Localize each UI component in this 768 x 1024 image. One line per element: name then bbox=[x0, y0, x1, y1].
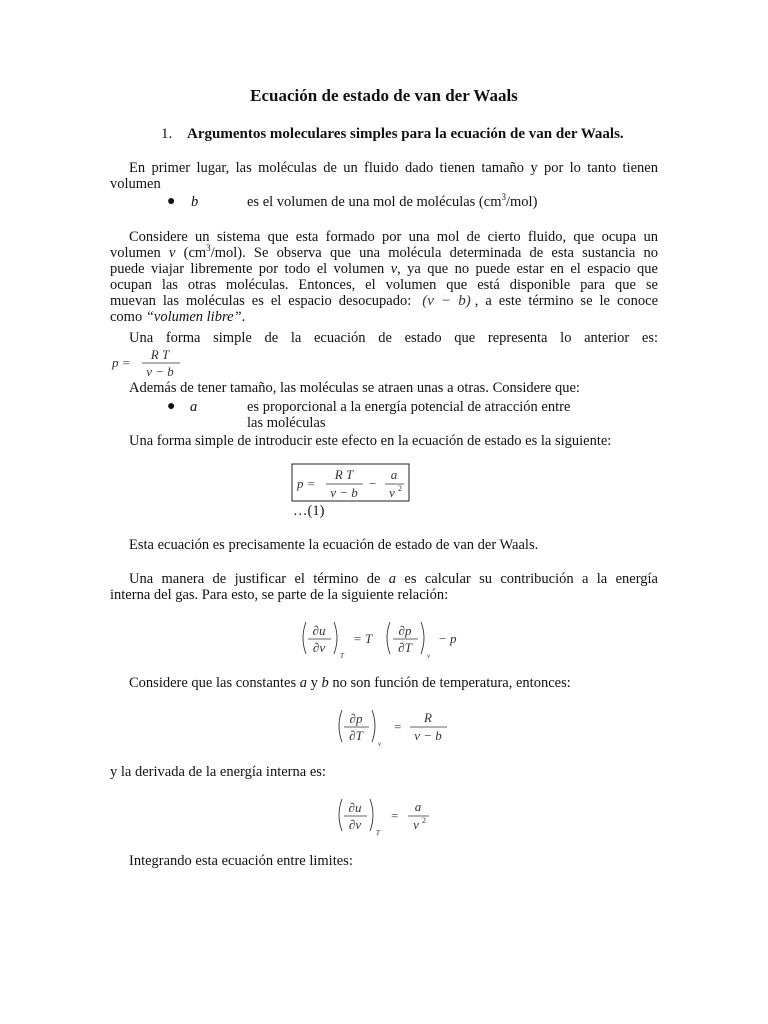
equation-van-der-waals bbox=[291, 463, 411, 503]
paren-close-2 bbox=[421, 622, 424, 654]
bullet-a-text-line-1: es proporcional a la energía potencial de atracción entre bbox=[247, 399, 571, 415]
p8-b: y bbox=[307, 675, 322, 691]
eq1-lhs: p = bbox=[297, 476, 316, 491]
eq4-den-sup: 2 bbox=[422, 816, 426, 825]
paren-open bbox=[339, 710, 342, 742]
paragraph-8 bbox=[129, 675, 571, 691]
p2-l3b: , ya que no puede estar en el espacio que bbox=[397, 261, 658, 277]
p8-c: no son función de temperatura, entonces: bbox=[328, 675, 571, 691]
paragraph-1-line-2: volumen bbox=[110, 176, 161, 192]
paragraph-2-line-2 bbox=[110, 245, 658, 261]
equation-energy-relation bbox=[298, 618, 468, 660]
eq-free-den: v − b bbox=[146, 364, 174, 379]
eq1-num1: R T bbox=[334, 467, 354, 482]
p8-a: Considere que las constantes bbox=[129, 675, 300, 691]
eq3-den: v − b bbox=[414, 728, 442, 743]
bullet-b-text-post: /mol) bbox=[505, 194, 538, 210]
paren-close-1 bbox=[334, 622, 337, 654]
eq2-d2: ∂v bbox=[312, 640, 326, 655]
eq4-d2: ∂v bbox=[348, 817, 362, 832]
eq4-num: a bbox=[414, 799, 422, 814]
paragraph-1 bbox=[110, 160, 658, 192]
bullet-dot: ● bbox=[167, 194, 176, 209]
paren-open-1 bbox=[303, 622, 306, 654]
eq2-eq: = T bbox=[353, 631, 373, 646]
paren-open bbox=[339, 799, 342, 831]
eq2-tail: − p bbox=[438, 631, 457, 646]
p2-l2b: (cm bbox=[175, 245, 207, 261]
paragraph-2-line-6 bbox=[110, 309, 658, 325]
eq2-sub1: T bbox=[340, 652, 344, 660]
eq4-d1: ∂u bbox=[348, 800, 362, 815]
p2-l2v: v bbox=[168, 245, 176, 261]
eq2-sub2: v bbox=[427, 652, 431, 660]
p2-l5b: , a este término se le conoce bbox=[474, 293, 659, 309]
section-text: Argumentos moleculares simples para la ecuación de van der Waals. bbox=[187, 126, 624, 142]
paragraph-10: Integrando esta ecuación entre limites: bbox=[129, 853, 353, 869]
eq-free-num: R T bbox=[150, 347, 170, 362]
equation-label: …(1) bbox=[293, 503, 325, 519]
paragraph-1-line-1: En primer lugar, las moléculas de un fluido dado tienen tamaño y por lo tanto tienen bbox=[129, 160, 658, 176]
eq3-num: R bbox=[424, 710, 432, 725]
symbol-b: b bbox=[191, 194, 199, 210]
bullet-b-text bbox=[247, 194, 537, 210]
eq1-den2: v bbox=[389, 485, 395, 500]
free-volume-math: (v − b) bbox=[422, 293, 471, 309]
eq2-d1: ∂u bbox=[312, 623, 326, 638]
paragraph-2-line-4: ocupan las otras moléculas. Entonces, el volumen que está disponible para que se bbox=[110, 277, 658, 293]
page-title: Ecuación de estado de van der Waals bbox=[250, 86, 518, 105]
section-heading bbox=[161, 126, 624, 142]
p7-l1v: a bbox=[388, 571, 397, 587]
p2-l6i: “volumen libre” bbox=[145, 309, 242, 325]
paragraph-7-line-2: interna del gas. Para esto, se parte de la siguiente relación: bbox=[110, 587, 449, 603]
eq4-den: v bbox=[413, 817, 419, 832]
paragraph-3 bbox=[129, 330, 658, 346]
paragraph-6: Esta ecuación es precisamente la ecuación de estado de van der Waals. bbox=[129, 537, 539, 553]
bullet-dot: ● bbox=[167, 399, 176, 414]
p7-l1a: Una manera de justificar el término de bbox=[129, 571, 389, 587]
bullet-b-text-pre: es el volumen de una mol de moléculas (cm bbox=[247, 194, 502, 210]
p2-l3v: v bbox=[390, 261, 398, 277]
p2-l2a: volumen bbox=[110, 245, 169, 261]
eq3-d1: ∂p bbox=[349, 711, 363, 726]
symbol-a: a bbox=[190, 399, 198, 415]
p2-l6b: . bbox=[241, 309, 246, 325]
paragraph-2-line-1: Considere un sistema que esta formado por una mol de cierto fluido, que ocupa un bbox=[129, 229, 658, 245]
eq1-minus: − bbox=[369, 476, 377, 491]
p8-v2: b bbox=[321, 675, 329, 691]
equation-energy-derivative bbox=[334, 795, 434, 837]
paragraph-2-line-3 bbox=[110, 261, 658, 277]
eq4-eq: = bbox=[391, 808, 399, 823]
bullet-b-sup: 3 bbox=[501, 192, 506, 203]
p2-l2sup: 3 bbox=[206, 243, 211, 254]
p2-l3a: puede viajar libremente por todo el volumen bbox=[110, 261, 391, 277]
p8-v1: a bbox=[299, 675, 307, 691]
paren-close bbox=[372, 710, 375, 742]
paren-close bbox=[370, 799, 373, 831]
paragraph-2 bbox=[110, 229, 658, 325]
paragraph-7 bbox=[110, 571, 658, 603]
p2-l5a: muevan las moléculas es el espacio desocupado: bbox=[110, 293, 412, 309]
eq3-eq: = bbox=[394, 719, 402, 734]
eq1-num2: a bbox=[390, 467, 398, 482]
equation-ideal-volume bbox=[110, 346, 190, 380]
paragraph-9: y la derivada de la energía interna es: bbox=[110, 764, 326, 780]
eq2-d4: ∂T bbox=[398, 640, 412, 655]
paragraph-7-line-1 bbox=[110, 571, 658, 587]
eq4-sub: T bbox=[376, 829, 380, 837]
eq3-sub: v bbox=[378, 740, 382, 748]
equation-pressure-derivative bbox=[334, 706, 454, 748]
bullet-a-text-line-2: las moléculas bbox=[247, 415, 326, 431]
eq3-d2: ∂T bbox=[349, 728, 363, 743]
eq1-den2-sup: 2 bbox=[398, 484, 402, 493]
paragraph-2-line-5 bbox=[110, 293, 658, 309]
paragraph-5: Una forma simple de introducir este efecto en la ecuación de estado es la siguiente: bbox=[129, 433, 612, 449]
paragraph-4: Además de tener tamaño, las moléculas se atraen unas a otras. Considere que: bbox=[129, 380, 580, 396]
paren-open-2 bbox=[387, 622, 390, 654]
p2-l6a: como bbox=[110, 309, 146, 325]
paragraph-3-text: Una forma simple de la ecuación de estado que representa lo anterior es: bbox=[129, 330, 658, 346]
eq-free-lhs: p = bbox=[112, 355, 131, 370]
p2-l2c: /mol). Se observa que una molécula determinada de esta sustancia no bbox=[210, 245, 659, 261]
p7-l1b: es calcular su contribución a la energía bbox=[396, 571, 658, 587]
eq1-den1: v − b bbox=[330, 485, 358, 500]
eq2-d3: ∂p bbox=[398, 623, 412, 638]
section-number: 1. bbox=[161, 126, 173, 142]
